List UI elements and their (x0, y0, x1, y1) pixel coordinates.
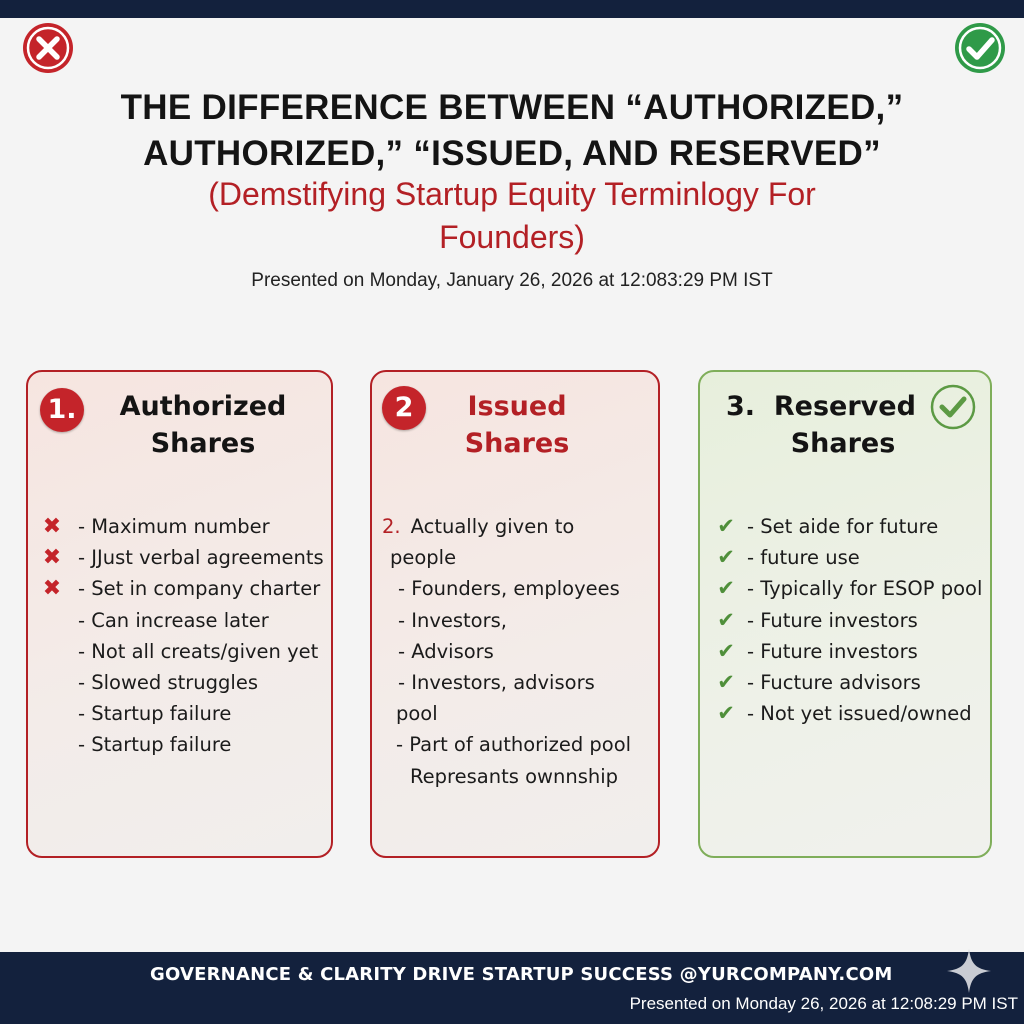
card-title (726, 388, 916, 462)
page-title-line-1: THE DIFFERENCE BETWEEN “AUTHORIZED,” (120, 88, 904, 127)
footer-presented-date: Presented on Monday 26, 2026 at 12:08:29 PM IST (629, 994, 1018, 1013)
check-icon: ✔ (717, 670, 735, 695)
list-item-text: - Not all creats/given yet (78, 639, 319, 663)
card-title-line-2: Shares (464, 428, 570, 459)
card-title-line-2: Shares (150, 428, 256, 459)
check-icon: ✔ (717, 701, 735, 726)
list-item-text: - future use (747, 546, 860, 570)
reserved-list (714, 511, 982, 729)
list-item (40, 667, 324, 698)
list-item (714, 542, 982, 573)
list-item-text: - Set aide for future (747, 515, 939, 538)
page-title-line-2: AUTHORIZED,” “ISSUED, AND RESERVED” (143, 134, 881, 173)
sparkle-icon (944, 946, 994, 996)
check-circle-icon (930, 384, 976, 430)
list-item-text: pool (396, 702, 438, 726)
list-item (40, 542, 324, 573)
list-item (382, 761, 631, 792)
presented-date: Presented on Monday, January 26, 2026 at 12:083:29 PM IST (251, 270, 773, 291)
list-item-text: - Future investors (747, 639, 918, 663)
list-item-text: Actually given to (410, 515, 575, 538)
list-item-text: Represants ownnship (410, 764, 619, 788)
list-item-text: - JJust verbal agreements (78, 546, 324, 570)
list-item-text: people (390, 546, 457, 570)
list-item (382, 542, 631, 573)
list-item (382, 573, 631, 604)
check-icon: ✔ (717, 576, 735, 601)
list-item-text: - Startup failure (78, 702, 232, 726)
reserved-shares-card (698, 370, 992, 858)
list-item (40, 636, 324, 667)
authorized-list (40, 511, 324, 761)
list-item-text: - Fucture advisors (747, 671, 921, 695)
list-item (382, 667, 631, 698)
list-item-text: - Slowed struggles (78, 671, 258, 695)
page-subtitle-line-1: (Demstifying Startup Equity Terminlogy For (208, 176, 816, 212)
list-item (714, 636, 982, 667)
list-item (382, 636, 631, 667)
list-item-number: 2. (382, 515, 401, 538)
issued-list (382, 511, 631, 792)
list-item (40, 698, 324, 729)
list-item (714, 698, 982, 729)
list-item-text: - Investors, advisors (398, 671, 595, 695)
footer-bar (0, 952, 1024, 1024)
list-item (40, 729, 324, 760)
check-icon: ✔ (717, 607, 735, 632)
list-item-text: - Maximum number (78, 515, 270, 538)
issued-shares-card (370, 370, 660, 858)
list-item-text: - Set in company charter (78, 577, 321, 601)
authorized-shares-card (26, 370, 333, 858)
list-item (40, 511, 324, 542)
list-item-text: - Not yet issued/owned (747, 702, 972, 726)
list-item-text: - Typically for ESOP pool (747, 577, 983, 601)
check-icon: ✔ (717, 638, 735, 663)
card-number-badge: 2 (382, 386, 426, 430)
x-icon: ✖ (42, 576, 62, 602)
list-item (382, 605, 631, 636)
list-item-text: - Startup failure (78, 733, 232, 757)
check-icon: ✔ (717, 545, 735, 570)
x-icon: ✖ (42, 514, 62, 539)
card-title-line-1: Authorized (119, 391, 287, 422)
footer-tagline: GOVERNANCE & CLARITY DRIVE STARTUP SUCCESS @YURCOMPANY.COM (150, 964, 893, 985)
check-circle-icon (954, 22, 1006, 74)
list-item (714, 511, 982, 542)
list-item (714, 605, 982, 636)
card-title-line-2: Shares (790, 428, 896, 459)
list-item-text: - Can increase later (78, 608, 269, 632)
list-item (714, 573, 982, 604)
list-item (382, 511, 631, 542)
list-item-text: - Part of authorized pool (396, 733, 632, 757)
x-circle-icon (22, 22, 74, 74)
check-icon: ✔ (717, 514, 735, 538)
card-number-badge: 1. (40, 388, 84, 432)
x-icon: ✖ (42, 545, 62, 571)
list-item-text: - Investors, (398, 608, 507, 632)
card-title (432, 388, 602, 462)
list-item-text: - Future investors (747, 608, 918, 632)
list-item (40, 573, 324, 604)
card-title-line-1: 3. Reserved (726, 391, 916, 422)
page-subtitle-line-2: Founders) (439, 219, 585, 255)
list-item (382, 729, 631, 760)
card-number-badge: 3. (726, 391, 756, 422)
list-item (382, 698, 631, 729)
card-title-line-1: Issued (467, 391, 567, 422)
list-item (714, 667, 982, 698)
top-bar (0, 0, 1024, 18)
list-item-text: - Founders, employees (398, 577, 620, 601)
list-item (40, 605, 324, 636)
card-title (78, 388, 328, 462)
list-item-text: - Advisors (398, 639, 494, 663)
